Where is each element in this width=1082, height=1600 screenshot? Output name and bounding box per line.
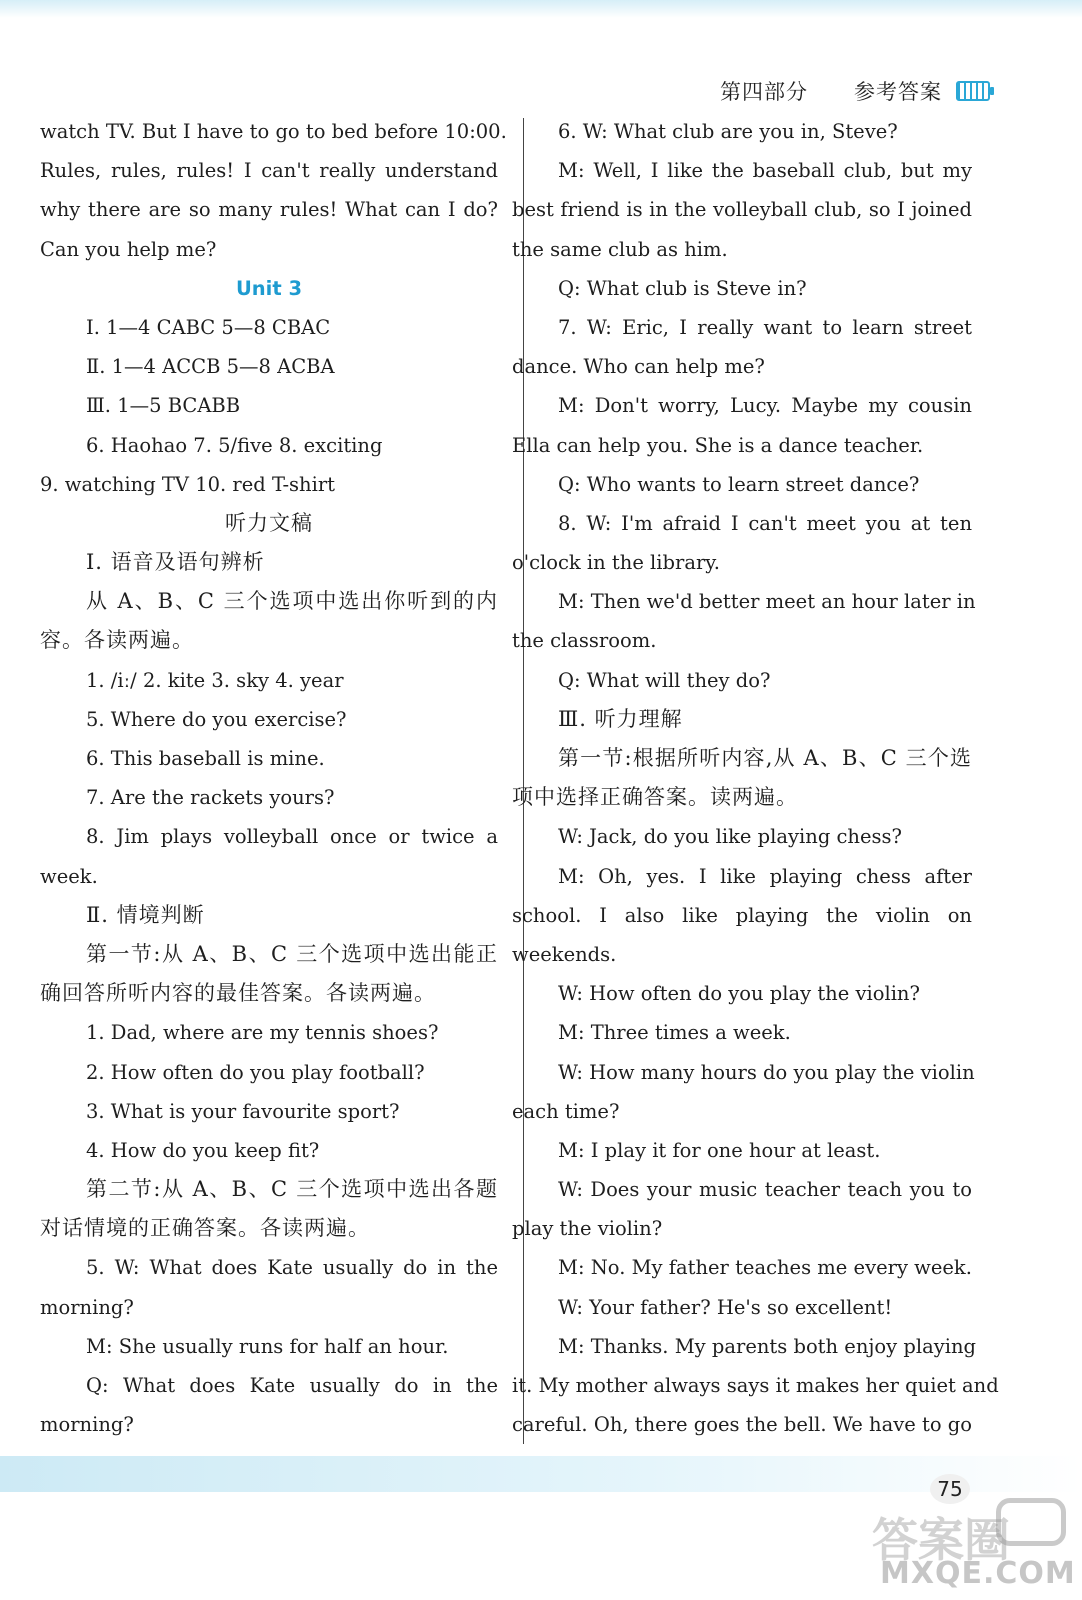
left-column-line: 从 A、B、C 三个选项中选出你听到的内 [86, 589, 498, 614]
watermark [872, 1478, 1076, 1591]
right-column-line: dance. Who can help me? [512, 355, 765, 379]
left-column-line: Can you help me? [40, 237, 217, 261]
right-column-line: M: I play it for one hour at least. [558, 1138, 881, 1162]
left-column-line: 4. How do you keep fit? [86, 1138, 320, 1162]
left-column-line: 确回答所听内容的最佳答案。各读两遍。 [40, 981, 436, 1006]
right-column-line: play the violin? [512, 1217, 663, 1241]
right-column-line: Ⅲ. 听力理解 [558, 706, 683, 731]
left-column-line: 听力文稿 [225, 510, 313, 535]
book-icon [956, 81, 990, 101]
watermark-text: 答案圈 [872, 1513, 1010, 1567]
right-column-line: 第一节:根据所听内容,从 A、B、C 三个选 [558, 746, 972, 770]
bottom-decorative-band [0, 1456, 1082, 1492]
right-column-line: 7. W: Eric, I really want to learn street [558, 315, 972, 339]
left-column-line: 8. Jim plays volleyball once or twice a [86, 825, 498, 849]
left-column-line: 6. Haohao 7. 5/five 8. exciting [86, 433, 383, 457]
left-column-line: 5. Where do you exercise? [86, 707, 347, 731]
left-column-line: 1. Dad, where are my tennis shoes? [86, 1021, 439, 1045]
right-column-line: 6. W: What club are you in, Steve? [558, 120, 898, 143]
right-column [512, 112, 999, 1444]
left-column-line: Q: What does Kate usually do in the [86, 1374, 498, 1397]
header-title: 参考答案 [854, 80, 942, 104]
right-column-line: school. I also like playing the violin on [512, 903, 972, 927]
right-column-line: W: How many hours do you play the violin [558, 1060, 975, 1084]
left-column-line: 7. Are the rackets yours? [86, 786, 335, 810]
left-column-line: Ⅱ. 1—4 ACCB 5—8 ACBA [86, 355, 335, 379]
right-column-line: W: Jack, do you like playing chess? [558, 825, 902, 849]
right-column-line: best friend is in the volleyball club, so I joined [512, 198, 972, 222]
right-column-line: Ella can help you. She is a dance teacher. [512, 433, 924, 457]
right-column-line: M: Thanks. My parents both enjoy playing [558, 1334, 977, 1358]
right-column-line: M: Three times a week. [558, 1021, 791, 1045]
watermark-url: MXQE.COM [880, 1556, 1076, 1591]
right-column-line: M: No. My father teaches me every week. [558, 1256, 972, 1280]
right-column-line: M: Then we'd better meet an hour later in [558, 590, 976, 614]
left-column-line: Ⅰ. 1—4 CABC 5—8 CBAC [86, 315, 331, 339]
right-column-line: weekends. [512, 942, 617, 966]
left-column-line: 3. What is your favourite sport? [86, 1099, 400, 1123]
left-column-line: 2. How often do you play football? [86, 1060, 425, 1084]
left-column-line: 6. This baseball is mine. [86, 747, 325, 770]
left-column-line: 1. /iː/ 2. kite 3. sky 4. year [86, 668, 344, 692]
left-column-line: 容。各读两遍。 [40, 628, 194, 653]
right-column-line: Q: What will they do? [558, 668, 771, 692]
left-column [40, 112, 507, 1444]
left-column-line: week. [40, 864, 98, 888]
right-column-line: it. My mother always says it makes her quiet and [512, 1374, 999, 1397]
left-column-line: Ⅰ. 语音及语句辨析 [86, 550, 265, 575]
left-column-line: 第二节:从 A、B、C 三个选项中选出各题 [86, 1177, 498, 1202]
watermark-logo-icon [996, 1498, 1066, 1546]
left-column-line: Ⅱ. 情境判断 [86, 902, 205, 927]
header-part: 第四部分 [720, 80, 808, 104]
left-column-line: why there are so many rules! What can I do? [40, 198, 498, 222]
right-column-line: 8. W: I'm afraid I can't meet you at ten [558, 511, 972, 535]
right-column-line: W: Does your music teacher teach you to [558, 1178, 972, 1202]
left-column-line: 第一节:从 A、B、C 三个选项中选出能正 [86, 941, 498, 966]
right-column-line: the same club as him. [512, 237, 728, 261]
right-column-line: 项中选择正确答案。读两遍。 [512, 785, 798, 810]
right-column-line: Q: What club is Steve in? [558, 276, 807, 300]
left-column-line: 9. watching TV 10. red T-shirt [40, 472, 335, 496]
right-column-line: W: Your father? He's so excellent! [558, 1295, 893, 1319]
right-column-line: the classroom. [512, 629, 657, 653]
left-column-line: morning? [40, 1295, 134, 1319]
left-column-line: Unit 3 [235, 276, 303, 300]
top-decorative-band [0, 0, 1082, 18]
left-column-line: Rules, rules, rules! I can't really understand [40, 159, 498, 183]
left-column-line: 对话情境的正确答案。各读两遍。 [40, 1216, 370, 1241]
right-column-line: each time? [512, 1099, 620, 1123]
right-column-line: Q: Who wants to learn street dance? [558, 472, 920, 496]
right-column-line: M: Don't worry, Lucy. Maybe my cousin [558, 394, 972, 418]
page-header [720, 74, 990, 108]
right-column-line: M: Well, I like the baseball club, but my [558, 159, 972, 183]
right-column-line: o'clock in the library. [512, 551, 720, 575]
left-column-line: watch TV. But I have to go to bed before 10:00. [40, 120, 507, 143]
left-column-line: Ⅲ. 1—5 BCABB [86, 394, 241, 418]
left-column-line: 5. W: What does Kate usually do in the [86, 1256, 498, 1280]
right-column-line: careful. Oh, there goes the bell. We have to go [512, 1413, 972, 1437]
page-number: 75 [930, 1474, 970, 1504]
right-column-line: M: Oh, yes. I like playing chess after [558, 864, 972, 888]
left-column-line: M: She usually runs for half an hour. [86, 1334, 449, 1358]
right-column-line: W: How often do you play the violin? [558, 982, 920, 1006]
left-column-line: morning? [40, 1413, 134, 1437]
